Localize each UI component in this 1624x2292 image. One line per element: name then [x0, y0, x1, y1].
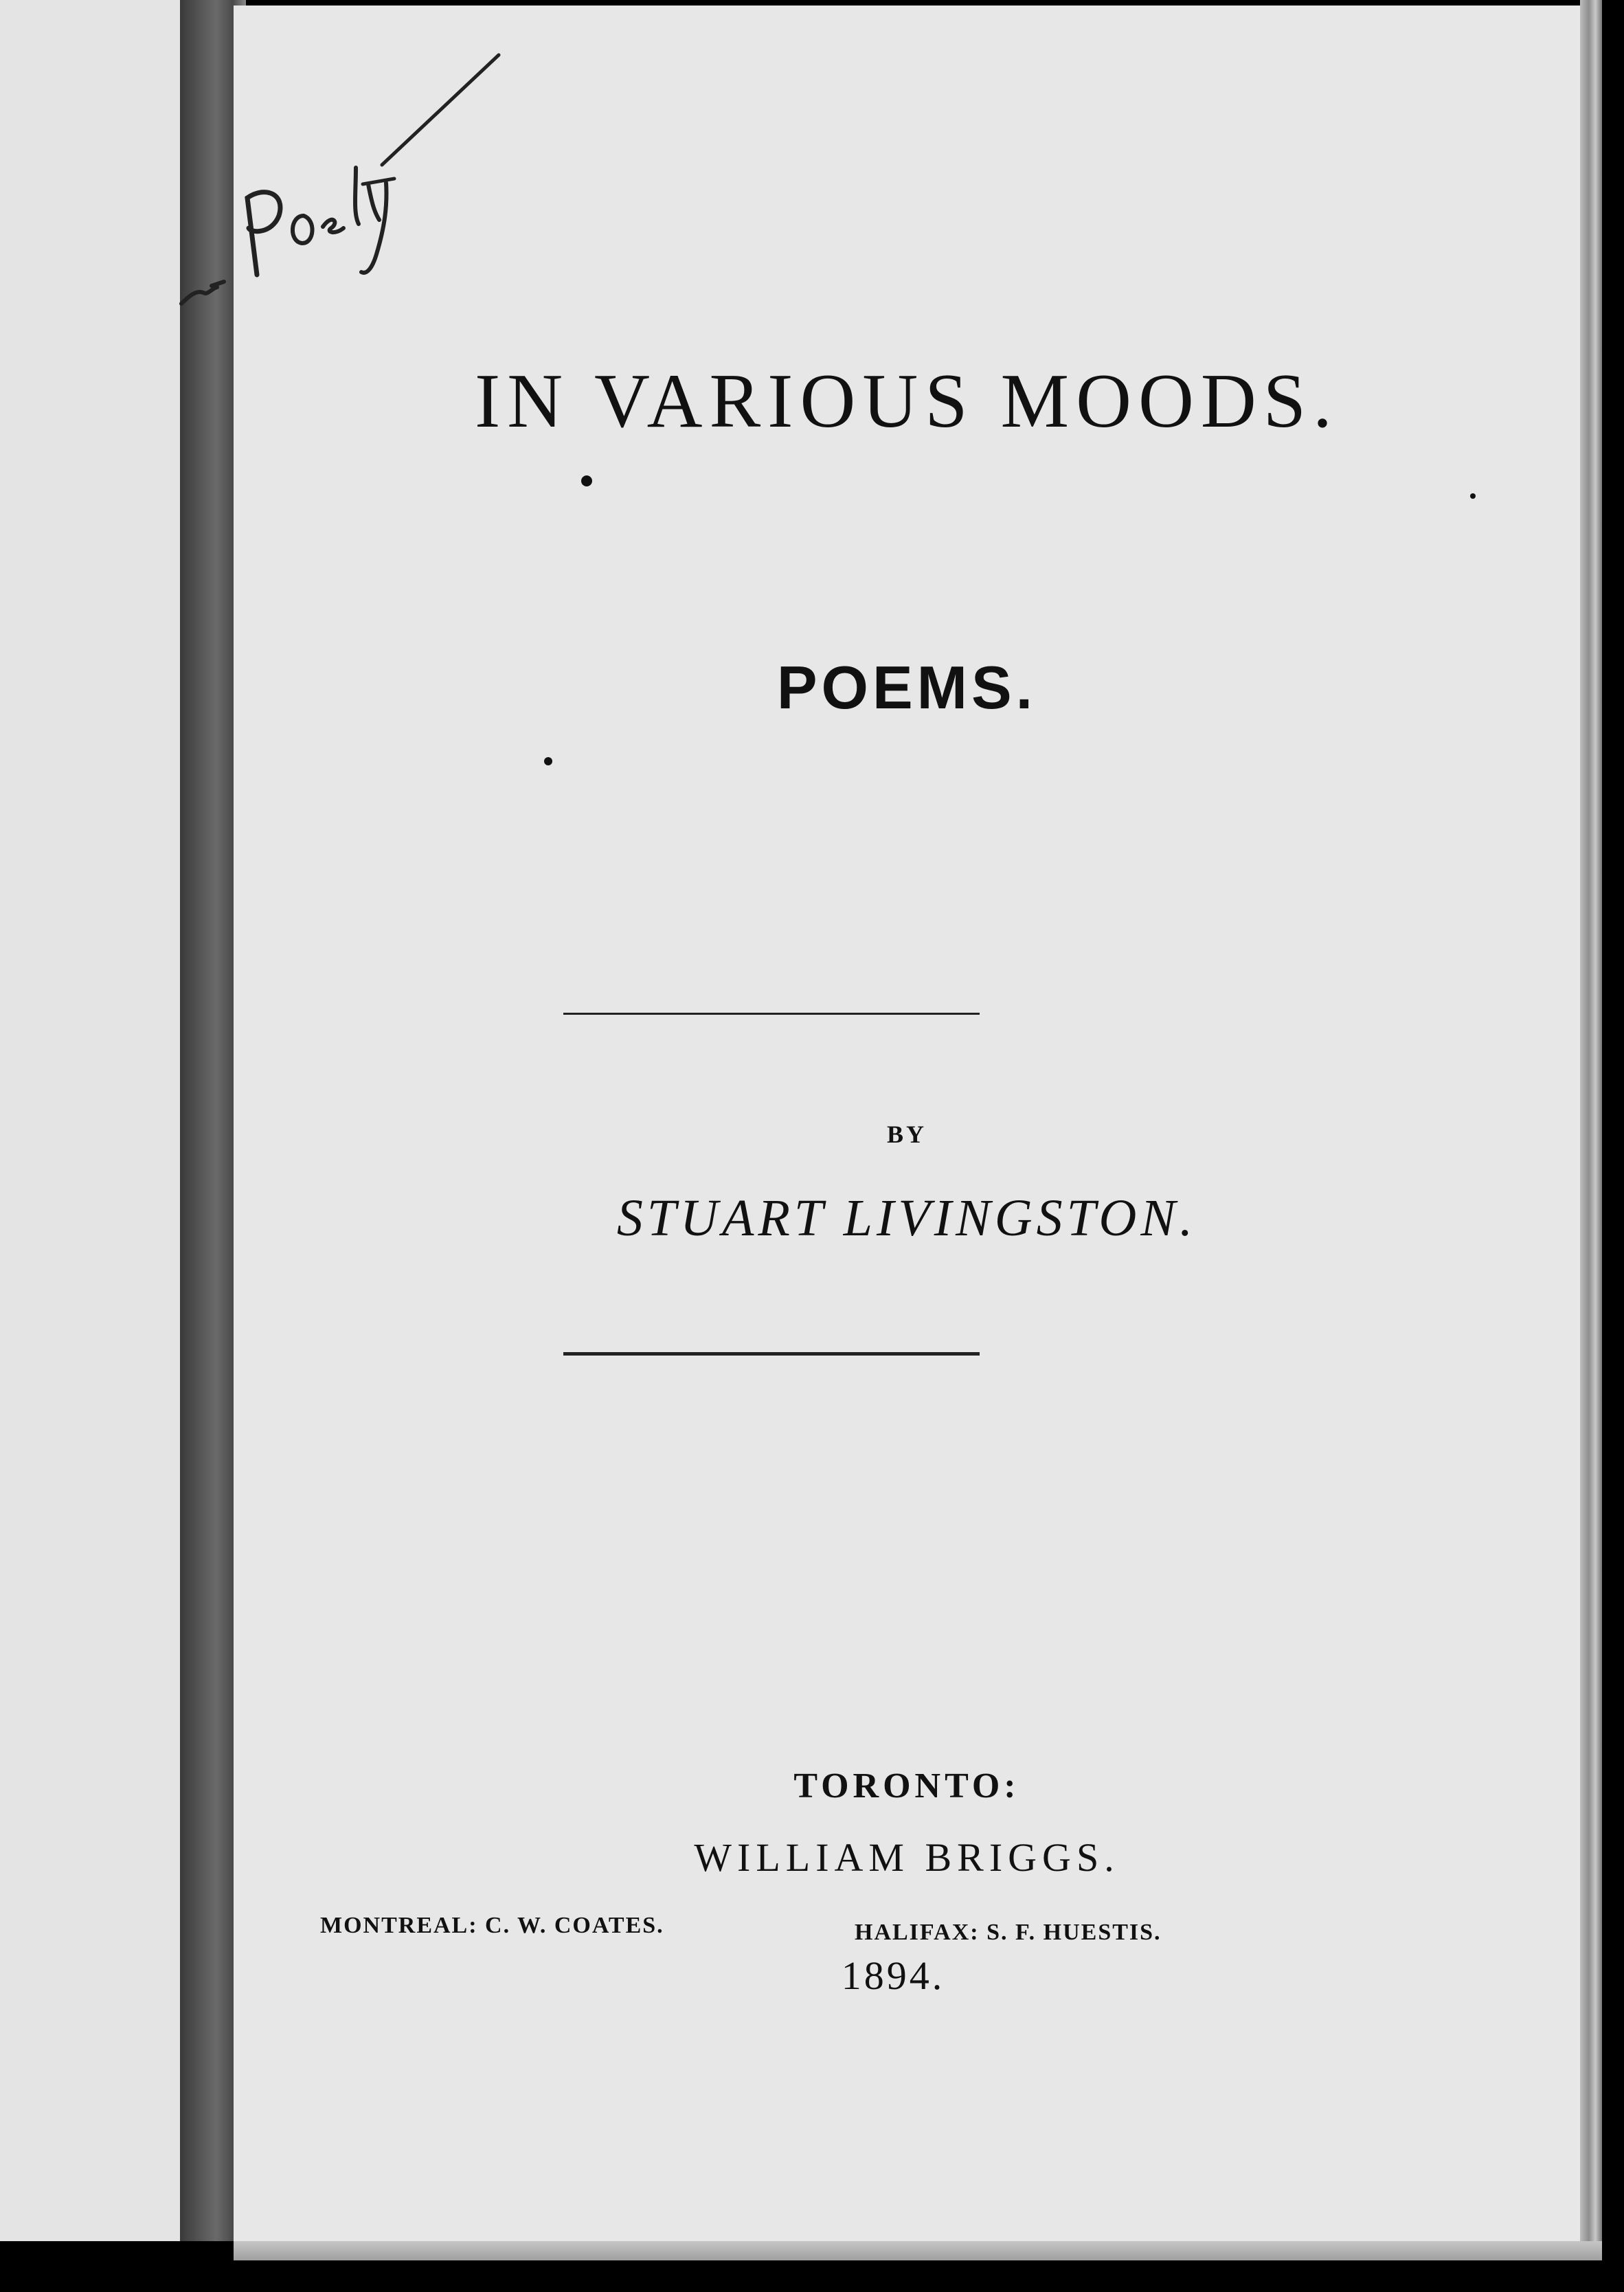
- top-divider-rule: [563, 1013, 980, 1015]
- book-title: IN VARIOUS MOODS.: [474, 359, 1340, 444]
- publisher-name: WILLIAM BRIGGS.: [694, 1835, 1120, 1880]
- montreal-agent: MONTREAL: C. W. COATES.: [320, 1913, 664, 1938]
- publication-year: 1894.: [841, 1953, 945, 1998]
- ink-speck: [544, 757, 552, 765]
- halifax-agent: HALIFAX: S. F. HUESTIS.: [855, 1920, 1162, 1945]
- handwritten-poetry-note: [176, 48, 519, 323]
- book-subtitle: POEMS.: [776, 653, 1037, 721]
- bottom-divider-rule: [563, 1352, 980, 1356]
- right-page-edge: [1580, 0, 1602, 2260]
- ink-speck: [581, 475, 592, 486]
- left-page-edge: [0, 0, 190, 2241]
- bottom-page-edge: [234, 2241, 1602, 2260]
- author-name: STUART LIVINGSTON.: [616, 1189, 1197, 1247]
- by-label: BY: [886, 1121, 927, 1148]
- ink-speck: [1470, 493, 1476, 499]
- publication-city: TORONTO:: [793, 1766, 1020, 1806]
